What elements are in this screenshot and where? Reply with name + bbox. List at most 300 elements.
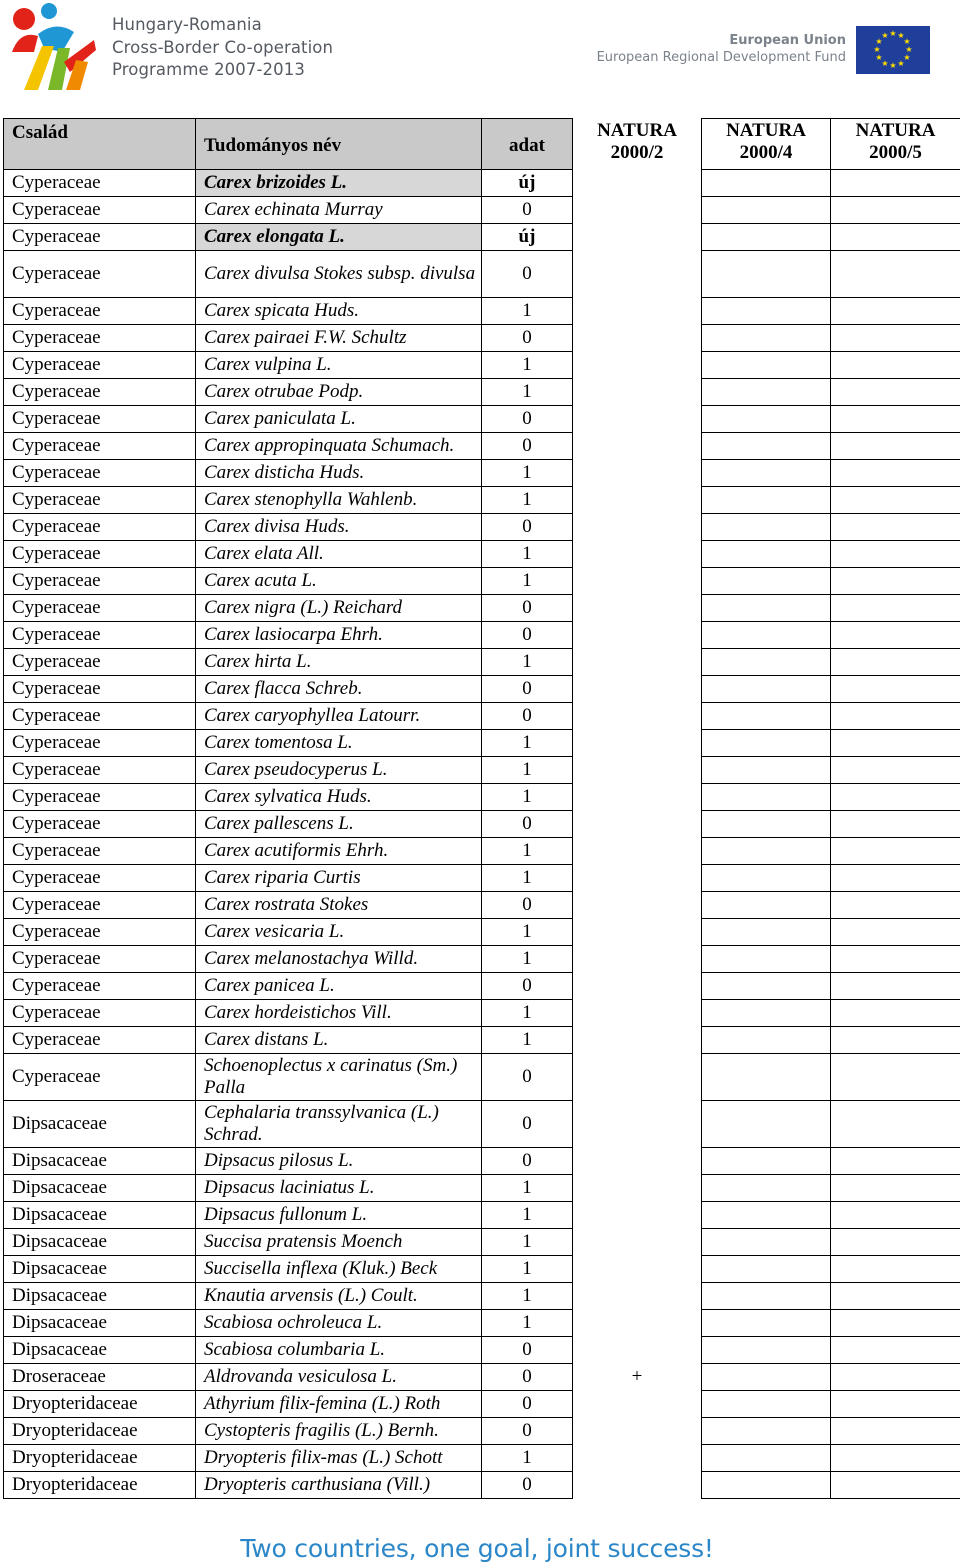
cell-adat: 0 <box>482 703 573 730</box>
cell-natura-2000-5 <box>831 595 960 622</box>
cell-natura-2000-4 <box>702 946 831 973</box>
table-row <box>4 811 960 838</box>
cell-tudomanyos-nev: Carex melanostachya Willd. <box>196 946 482 973</box>
cell-csalad: Cyperaceae <box>4 676 196 703</box>
cell-natura-2000-5 <box>831 1391 960 1418</box>
cell-natura-2000-4 <box>702 514 831 541</box>
table-row <box>4 838 960 865</box>
cell-natura-2000-5 <box>831 1256 960 1283</box>
cell-tudomanyos-nev: Carex otrubae Podp. <box>196 379 482 406</box>
footer <box>0 1534 960 1563</box>
header-csalad: Család <box>4 119 196 170</box>
cell-adat: 1 <box>482 1000 573 1027</box>
cell-csalad: Dryopteridaceae <box>4 1391 196 1418</box>
cell-adat: 0 <box>482 1391 573 1418</box>
cell-natura-2000-4 <box>702 1175 831 1202</box>
cell-natura-2000-2 <box>573 649 702 676</box>
table-row <box>4 1054 960 1101</box>
table-row <box>4 757 960 784</box>
cell-natura-2000-4 <box>702 784 831 811</box>
cell-natura-2000-2 <box>573 1256 702 1283</box>
cell-tudomanyos-nev: Carex stenophylla Wahlenb. <box>196 487 482 514</box>
table-row <box>4 946 960 973</box>
header-tudomanyos-nev: Tudományos név <box>196 119 482 170</box>
cell-natura-2000-5 <box>831 1337 960 1364</box>
table-row <box>4 568 960 595</box>
cell-natura-2000-4 <box>702 973 831 1000</box>
table-row <box>4 973 960 1000</box>
cell-csalad: Dipsacaceae <box>4 1337 196 1364</box>
table-row <box>4 1445 960 1472</box>
cell-adat: 1 <box>482 1202 573 1229</box>
svg-text:★: ★ <box>881 31 889 40</box>
cell-csalad: Cyperaceae <box>4 730 196 757</box>
cell-natura-2000-2 <box>573 487 702 514</box>
cell-natura-2000-2 <box>573 1229 702 1256</box>
cell-tudomanyos-nev: Carex hordeistichos Vill. <box>196 1000 482 1027</box>
cell-tudomanyos-nev: Carex lasiocarpa Ehrh. <box>196 622 482 649</box>
cell-csalad: Cyperaceae <box>4 946 196 973</box>
cell-csalad: Cyperaceae <box>4 622 196 649</box>
cell-natura-2000-2 <box>573 325 702 352</box>
cell-natura-2000-2 <box>573 730 702 757</box>
cell-csalad: Dipsacaceae <box>4 1256 196 1283</box>
cell-tudomanyos-nev: Dryopteris filix-mas (L.) Schott <box>196 1445 482 1472</box>
cell-tudomanyos-nev: Carex divisa Huds. <box>196 514 482 541</box>
cell-adat: 1 <box>482 298 573 325</box>
cell-csalad: Cyperaceae <box>4 514 196 541</box>
cell-natura-2000-2 <box>573 1000 702 1027</box>
cell-tudomanyos-nev: Dipsacus laciniatus L. <box>196 1175 482 1202</box>
cell-natura-2000-2 <box>573 514 702 541</box>
cell-adat: 1 <box>482 946 573 973</box>
cell-tudomanyos-nev: Carex elata All. <box>196 541 482 568</box>
table-row <box>4 1229 960 1256</box>
cell-tudomanyos-nev: Carex rostrata Stokes <box>196 892 482 919</box>
cell-adat: 0 <box>482 811 573 838</box>
table-header-row <box>4 119 960 170</box>
cell-csalad: Dipsacaceae <box>4 1229 196 1256</box>
cell-adat: 1 <box>482 1175 573 1202</box>
cell-tudomanyos-nev: Succisa pratensis Moench <box>196 1229 482 1256</box>
cell-natura-2000-4 <box>702 1337 831 1364</box>
cell-natura-2000-5 <box>831 1364 960 1391</box>
cell-natura-2000-5 <box>831 757 960 784</box>
cell-tudomanyos-nev: Carex vulpina L. <box>196 352 482 379</box>
cell-csalad: Cyperaceae <box>4 224 196 251</box>
cell-csalad: Cyperaceae <box>4 973 196 1000</box>
table-row <box>4 1175 960 1202</box>
cell-adat: 0 <box>482 1148 573 1175</box>
cell-natura-2000-2 <box>573 251 702 298</box>
cell-csalad: Cyperaceae <box>4 649 196 676</box>
cell-csalad: Dipsacaceae <box>4 1175 196 1202</box>
cell-natura-2000-2: + <box>573 1364 702 1391</box>
cell-natura-2000-4 <box>702 1000 831 1027</box>
table-row <box>4 1202 960 1229</box>
cell-csalad: Dryopteridaceae <box>4 1445 196 1472</box>
cell-tudomanyos-nev: Carex panicea L. <box>196 973 482 1000</box>
table-row <box>4 325 960 352</box>
cell-natura-2000-2 <box>573 197 702 224</box>
cell-csalad: Cyperaceae <box>4 865 196 892</box>
cell-tudomanyos-nev: Carex tomentosa L. <box>196 730 482 757</box>
cell-tudomanyos-nev: Scabiosa ochroleuca L. <box>196 1310 482 1337</box>
svg-text:★: ★ <box>873 45 881 54</box>
cell-adat: 1 <box>482 460 573 487</box>
header-natura-2000-4-line2: 2000/4 <box>739 142 793 163</box>
cell-adat: 1 <box>482 757 573 784</box>
table-row <box>4 703 960 730</box>
cell-natura-2000-5 <box>831 460 960 487</box>
cell-natura-2000-4 <box>702 170 831 197</box>
cell-natura-2000-2 <box>573 1054 702 1101</box>
cell-natura-2000-4 <box>702 325 831 352</box>
svg-text:★: ★ <box>897 59 905 68</box>
cell-natura-2000-5 <box>831 703 960 730</box>
cell-csalad: Cyperaceae <box>4 757 196 784</box>
cell-adat: 0 <box>482 1337 573 1364</box>
cell-natura-2000-5 <box>831 1472 960 1499</box>
cell-natura-2000-2 <box>573 703 702 730</box>
cell-adat: 0 <box>482 1472 573 1499</box>
cell-natura-2000-4 <box>702 1202 831 1229</box>
cell-adat: 0 <box>482 973 573 1000</box>
cell-tudomanyos-nev: Carex pallescens L. <box>196 811 482 838</box>
cell-csalad: Dipsacaceae <box>4 1148 196 1175</box>
cell-adat: 1 <box>482 730 573 757</box>
cell-natura-2000-5 <box>831 197 960 224</box>
cell-tudomanyos-nev: Carex acuta L. <box>196 568 482 595</box>
cell-adat: 1 <box>482 1229 573 1256</box>
cell-natura-2000-2 <box>573 1027 702 1054</box>
cell-csalad: Cyperaceae <box>4 784 196 811</box>
cell-natura-2000-5 <box>831 406 960 433</box>
cell-csalad: Cyperaceae <box>4 298 196 325</box>
cell-natura-2000-4 <box>702 811 831 838</box>
cell-csalad: Cyperaceae <box>4 325 196 352</box>
footer-slogan: Two countries, one goal, joint success! <box>240 1534 714 1563</box>
cell-natura-2000-2 <box>573 892 702 919</box>
header-adat: adat <box>482 119 573 170</box>
cell-tudomanyos-nev: Carex paniculata L. <box>196 406 482 433</box>
cell-tudomanyos-nev: Scabiosa columbaria L. <box>196 1337 482 1364</box>
table-row <box>4 865 960 892</box>
cell-adat: 1 <box>482 838 573 865</box>
table-row <box>4 514 960 541</box>
cell-csalad: Dipsacaceae <box>4 1310 196 1337</box>
cell-natura-2000-2 <box>573 1472 702 1499</box>
cell-natura-2000-5 <box>831 541 960 568</box>
cell-natura-2000-4 <box>702 568 831 595</box>
cell-natura-2000-5 <box>831 811 960 838</box>
eu-caption <box>597 32 846 66</box>
cell-natura-2000-2 <box>573 676 702 703</box>
cell-natura-2000-4 <box>702 1229 831 1256</box>
cell-natura-2000-5 <box>831 892 960 919</box>
cell-natura-2000-2 <box>573 406 702 433</box>
cell-adat: 0 <box>482 1418 573 1445</box>
table-row <box>4 298 960 325</box>
cell-adat: 0 <box>482 595 573 622</box>
cell-adat: 0 <box>482 1364 573 1391</box>
cell-csalad: Cyperaceae <box>4 379 196 406</box>
cell-tudomanyos-nev: Carex spicata Huds. <box>196 298 482 325</box>
svg-text:★: ★ <box>889 29 897 38</box>
cell-natura-2000-5 <box>831 514 960 541</box>
cell-adat: 0 <box>482 622 573 649</box>
cell-natura-2000-5 <box>831 1000 960 1027</box>
cell-tudomanyos-nev: Aldrovanda vesiculosa L. <box>196 1364 482 1391</box>
cell-natura-2000-4 <box>702 1391 831 1418</box>
cell-natura-2000-5 <box>831 946 960 973</box>
cell-csalad: Cyperaceae <box>4 1027 196 1054</box>
table-row <box>4 595 960 622</box>
cell-natura-2000-5 <box>831 1101 960 1148</box>
cell-natura-2000-5 <box>831 433 960 460</box>
cell-csalad: Dryopteridaceae <box>4 1472 196 1499</box>
cell-adat: 0 <box>482 406 573 433</box>
table-row <box>4 1391 960 1418</box>
cell-natura-2000-4 <box>702 919 831 946</box>
header-natura-2000-2-line1: NATURA <box>597 119 677 141</box>
cell-natura-2000-4 <box>702 1256 831 1283</box>
cell-adat: 0 <box>482 325 573 352</box>
table-row <box>4 1148 960 1175</box>
cell-natura-2000-5 <box>831 730 960 757</box>
cell-natura-2000-4 <box>702 838 831 865</box>
cell-natura-2000-4 <box>702 1148 831 1175</box>
cell-tudomanyos-nev: Athyrium filix-femina (L.) Roth <box>196 1391 482 1418</box>
cell-natura-2000-4 <box>702 676 831 703</box>
cell-adat: 1 <box>482 1310 573 1337</box>
table-row <box>4 1418 960 1445</box>
cell-adat: 0 <box>482 892 573 919</box>
cell-natura-2000-2 <box>573 1175 702 1202</box>
cell-natura-2000-5 <box>831 649 960 676</box>
cell-csalad: Dipsacaceae <box>4 1202 196 1229</box>
cell-natura-2000-4 <box>702 251 831 298</box>
cell-csalad: Cyperaceae <box>4 541 196 568</box>
programme-logo-icon <box>4 2 100 92</box>
header-natura-2000-4 <box>702 119 831 170</box>
cell-tudomanyos-nev: Dryopteris carthusiana (Vill.) <box>196 1472 482 1499</box>
cell-tudomanyos-nev: Carex vesicaria L. <box>196 919 482 946</box>
svg-text:★: ★ <box>881 59 889 68</box>
cell-natura-2000-2 <box>573 1148 702 1175</box>
cell-csalad: Cyperaceae <box>4 352 196 379</box>
cell-csalad: Cyperaceae <box>4 811 196 838</box>
cell-csalad: Cyperaceae <box>4 1000 196 1027</box>
cell-natura-2000-2 <box>573 1283 702 1310</box>
table-row <box>4 197 960 224</box>
cell-adat: 0 <box>482 514 573 541</box>
cell-natura-2000-5 <box>831 1202 960 1229</box>
cell-natura-2000-5 <box>831 352 960 379</box>
cell-tudomanyos-nev: Cystopteris fragilis (L.) Bernh. <box>196 1418 482 1445</box>
cell-adat: 1 <box>482 1256 573 1283</box>
cell-natura-2000-4 <box>702 1101 831 1148</box>
programme-line-2: Cross-Border Co-operation <box>112 37 334 57</box>
cell-adat: 1 <box>482 649 573 676</box>
cell-natura-2000-5 <box>831 224 960 251</box>
cell-natura-2000-2 <box>573 298 702 325</box>
cell-tudomanyos-nev: Carex nigra (L.) Reichard <box>196 595 482 622</box>
cell-adat: 0 <box>482 197 573 224</box>
eu-line-1: European Union <box>729 33 846 48</box>
cell-natura-2000-4 <box>702 433 831 460</box>
eu-flag-icon <box>856 26 930 74</box>
cell-adat: 1 <box>482 379 573 406</box>
cell-natura-2000-5 <box>831 1027 960 1054</box>
header-natura-2000-5-line2: 2000/5 <box>869 142 922 163</box>
cell-tudomanyos-nev: Carex flacca Schreb. <box>196 676 482 703</box>
cell-tudomanyos-nev: Carex echinata Murray <box>196 197 482 224</box>
cell-csalad: Cyperaceae <box>4 892 196 919</box>
table-row <box>4 1310 960 1337</box>
table-row <box>4 433 960 460</box>
cell-natura-2000-4 <box>702 298 831 325</box>
cell-csalad: Cyperaceae <box>4 170 196 197</box>
cell-csalad: Cyperaceae <box>4 460 196 487</box>
cell-natura-2000-5 <box>831 1175 960 1202</box>
cell-csalad: Cyperaceae <box>4 919 196 946</box>
eu-line-2: European Regional Development Fund <box>596 50 846 65</box>
cell-adat: 0 <box>482 433 573 460</box>
species-table <box>3 118 960 1499</box>
cell-tudomanyos-nev: Carex elongata L. <box>196 224 482 251</box>
cell-natura-2000-5 <box>831 1418 960 1445</box>
cell-natura-2000-5 <box>831 622 960 649</box>
cell-csalad: Dryopteridaceae <box>4 1418 196 1445</box>
cell-tudomanyos-nev: Carex hirta L. <box>196 649 482 676</box>
cell-natura-2000-4 <box>702 649 831 676</box>
cell-natura-2000-2 <box>573 379 702 406</box>
cell-tudomanyos-nev: Carex pseudocyperus L. <box>196 757 482 784</box>
cell-adat: új <box>482 224 573 251</box>
cell-natura-2000-2 <box>573 1337 702 1364</box>
cell-csalad: Dipsacaceae <box>4 1101 196 1148</box>
cell-adat: 1 <box>482 865 573 892</box>
cell-natura-2000-4 <box>702 703 831 730</box>
table-row <box>4 352 960 379</box>
cell-csalad: Dipsacaceae <box>4 1283 196 1310</box>
table-row <box>4 1101 960 1148</box>
cell-natura-2000-2 <box>573 811 702 838</box>
table-row <box>4 460 960 487</box>
cell-natura-2000-2 <box>573 352 702 379</box>
cell-csalad: Cyperaceae <box>4 487 196 514</box>
table-row <box>4 170 960 197</box>
table-body <box>4 170 960 1499</box>
cell-natura-2000-2 <box>573 784 702 811</box>
cell-csalad: Cyperaceae <box>4 568 196 595</box>
cell-natura-2000-5 <box>831 298 960 325</box>
cell-natura-2000-4 <box>702 1283 831 1310</box>
table-row <box>4 1000 960 1027</box>
svg-text:★: ★ <box>897 31 905 40</box>
cell-tudomanyos-nev: Dipsacus pilosus L. <box>196 1148 482 1175</box>
cell-natura-2000-4 <box>702 622 831 649</box>
cell-natura-2000-2 <box>573 622 702 649</box>
cell-csalad: Cyperaceae <box>4 251 196 298</box>
cell-natura-2000-4 <box>702 865 831 892</box>
table-row <box>4 676 960 703</box>
cell-natura-2000-4 <box>702 406 831 433</box>
header-natura-2000-2-line2: 2000/2 <box>610 141 664 163</box>
cell-csalad: Cyperaceae <box>4 406 196 433</box>
programme-line-1: Hungary-Romania <box>112 15 262 34</box>
cell-natura-2000-4 <box>702 1364 831 1391</box>
table-row <box>4 1337 960 1364</box>
cell-natura-2000-5 <box>831 865 960 892</box>
cell-natura-2000-2 <box>573 1101 702 1148</box>
table-row <box>4 1364 960 1391</box>
cell-natura-2000-2 <box>573 1418 702 1445</box>
cell-adat: 1 <box>482 568 573 595</box>
cell-natura-2000-2 <box>573 838 702 865</box>
cell-tudomanyos-nev: Carex pairaei F.W. Schultz <box>196 325 482 352</box>
table-row <box>4 1027 960 1054</box>
cell-natura-2000-5 <box>831 838 960 865</box>
table-row <box>4 251 960 298</box>
cell-csalad: Cyperaceae <box>4 595 196 622</box>
cell-tudomanyos-nev: Cephalaria transsylvanica (L.) Schrad. <box>196 1101 482 1148</box>
cell-csalad: Cyperaceae <box>4 838 196 865</box>
cell-natura-2000-4 <box>702 352 831 379</box>
table-row <box>4 406 960 433</box>
cell-tudomanyos-nev: Carex riparia Curtis <box>196 865 482 892</box>
cell-natura-2000-4 <box>702 224 831 251</box>
table-row <box>4 892 960 919</box>
cell-natura-2000-2 <box>573 973 702 1000</box>
cell-natura-2000-5 <box>831 1283 960 1310</box>
programme-title <box>112 14 333 82</box>
cell-natura-2000-4 <box>702 1418 831 1445</box>
cell-natura-2000-4 <box>702 460 831 487</box>
cell-natura-2000-5 <box>831 379 960 406</box>
table-row <box>4 1472 960 1499</box>
cell-natura-2000-5 <box>831 1148 960 1175</box>
cell-adat: 0 <box>482 1054 573 1101</box>
cell-natura-2000-4 <box>702 197 831 224</box>
cell-natura-2000-5 <box>831 568 960 595</box>
cell-natura-2000-5 <box>831 919 960 946</box>
cell-natura-2000-5 <box>831 973 960 1000</box>
cell-natura-2000-4 <box>702 1054 831 1101</box>
cell-natura-2000-2 <box>573 946 702 973</box>
header-natura-2000-5-line1: NATURA <box>855 120 936 141</box>
cell-natura-2000-4 <box>702 379 831 406</box>
table-row <box>4 379 960 406</box>
cell-adat: 1 <box>482 1445 573 1472</box>
page-header <box>0 0 960 100</box>
cell-csalad: Cyperaceae <box>4 197 196 224</box>
cell-natura-2000-2 <box>573 170 702 197</box>
cell-adat: 0 <box>482 1101 573 1148</box>
cell-natura-2000-2 <box>573 541 702 568</box>
cell-tudomanyos-nev: Succisella inflexa (Kluk.) Beck <box>196 1256 482 1283</box>
cell-natura-2000-4 <box>702 595 831 622</box>
cell-tudomanyos-nev: Carex sylvatica Huds. <box>196 784 482 811</box>
svg-text:★: ★ <box>875 53 883 62</box>
cell-csalad: Cyperaceae <box>4 703 196 730</box>
header-natura-2000-2 <box>573 119 702 170</box>
cell-natura-2000-2 <box>573 1310 702 1337</box>
cell-natura-2000-4 <box>702 1445 831 1472</box>
header-natura-2000-5 <box>831 119 960 170</box>
cell-natura-2000-4 <box>702 487 831 514</box>
